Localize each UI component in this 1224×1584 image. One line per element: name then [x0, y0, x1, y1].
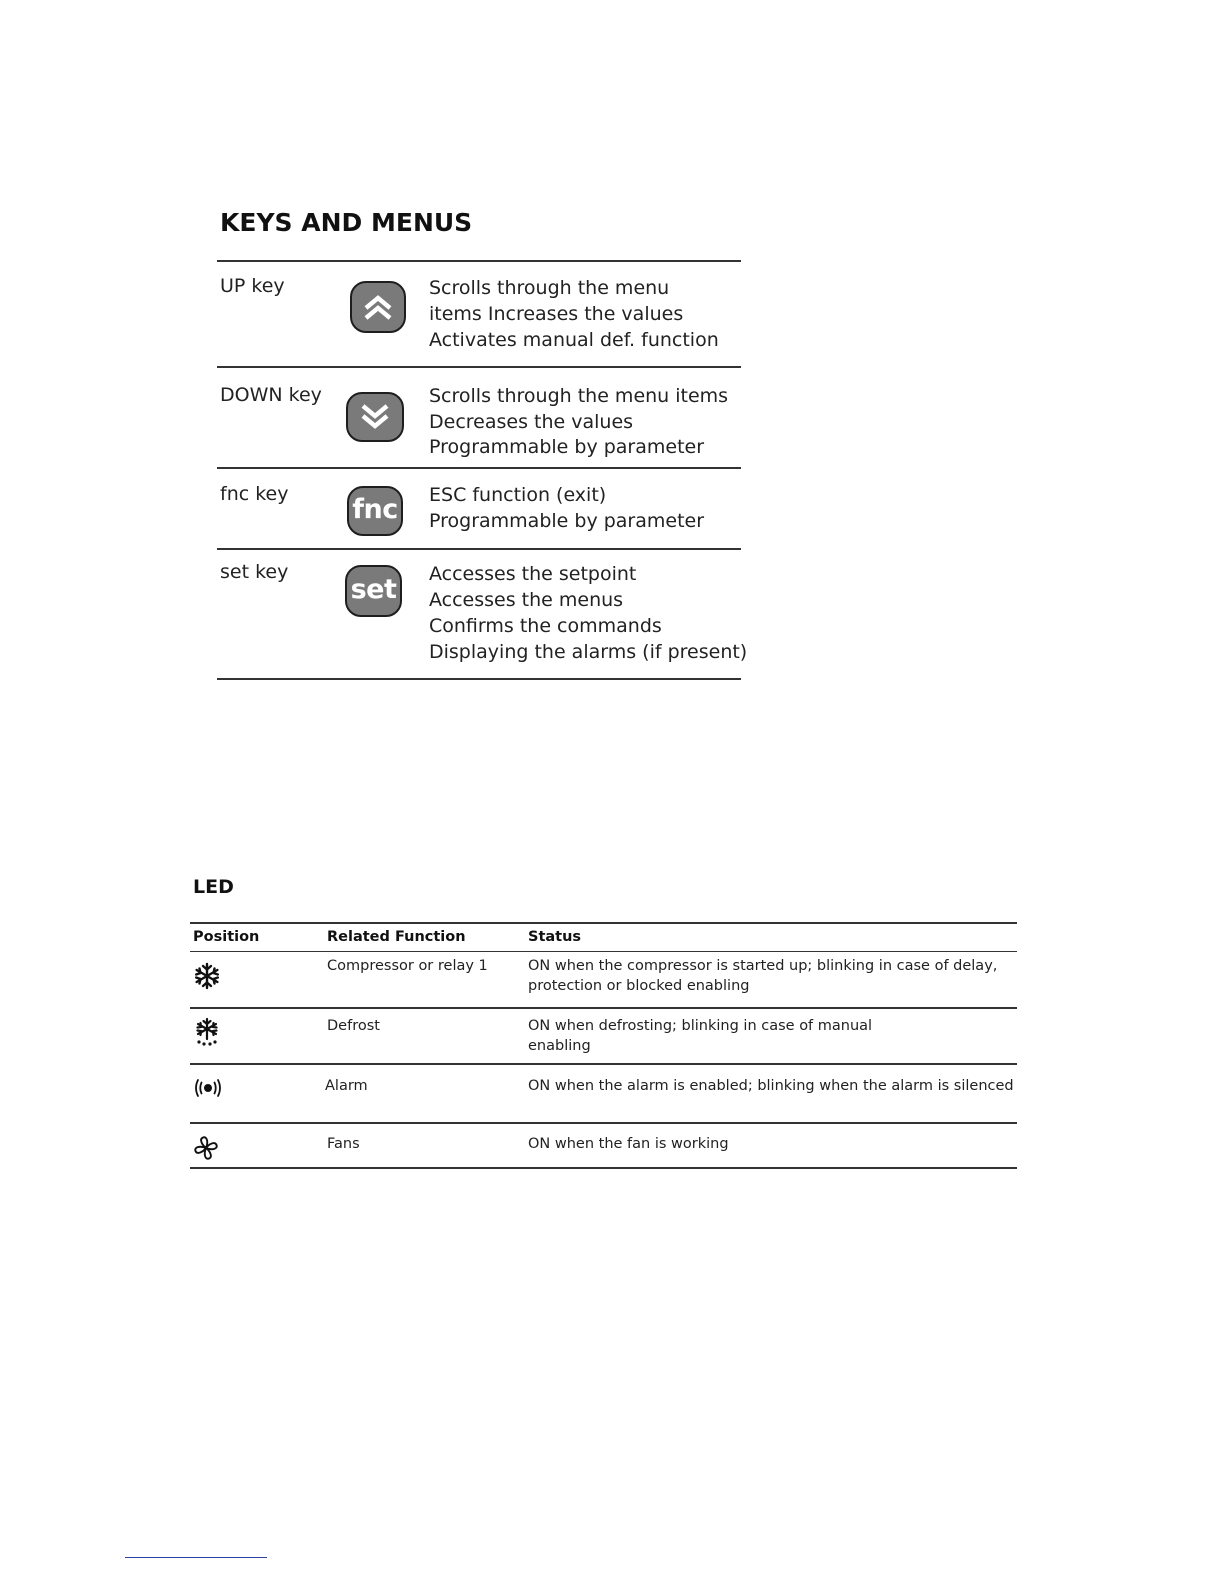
- description-line: Accesses the menus: [429, 589, 624, 611]
- header-status: Status: [528, 929, 582, 945]
- led-status: [528, 1076, 1014, 1096]
- up-key-button[interactable]: [350, 281, 406, 333]
- led-table-header: [190, 924, 1017, 952]
- chevron-down-icon: [358, 402, 392, 432]
- down-key-button[interactable]: [346, 392, 404, 442]
- description-line: Programmable by parameter: [429, 509, 705, 532]
- description-line: Scrolls through the menu: [429, 277, 670, 299]
- led-function: Compressor or relay 1: [327, 958, 488, 974]
- description-line: items Increases the values: [429, 303, 684, 325]
- led-function: Fans: [327, 1136, 360, 1152]
- key-description: [429, 483, 704, 534]
- set-key-button[interactable]: [345, 565, 402, 617]
- key-name: UP key: [220, 275, 285, 297]
- description-line: Scrolls through the menu items: [429, 385, 729, 407]
- key-row-up: [217, 262, 741, 368]
- status-line: ON when the compressor is started up; blinking in case of delay,: [528, 958, 998, 974]
- defrost-icon: [193, 1017, 221, 1047]
- key-row-down: [217, 368, 741, 469]
- key-description: [429, 561, 747, 665]
- led-table: [190, 922, 1017, 1169]
- keys-table: [217, 260, 748, 680]
- led-row-alarm: [190, 1065, 1017, 1124]
- key-name: DOWN key: [220, 384, 322, 406]
- footnote-separator: [125, 1557, 267, 1558]
- description-line: Decreases the values: [429, 410, 634, 433]
- keys-and-menus-title: KEYS AND MENUS: [220, 208, 473, 237]
- key-row-set: [217, 550, 748, 680]
- alarm-icon: [193, 1077, 223, 1099]
- description-line: Confirms the commands: [429, 615, 662, 637]
- led-title: LED: [193, 876, 234, 898]
- led-status: [528, 1134, 729, 1154]
- description-line: ESC function (exit): [429, 484, 607, 506]
- description-line: Accesses the setpoint: [429, 563, 637, 585]
- led-row-defrost: [190, 1009, 1017, 1065]
- status-line: ON when defrosting; blinking in case of manual: [528, 1018, 873, 1034]
- fnc-key-button[interactable]: [347, 486, 403, 536]
- snowflake-icon: [193, 962, 221, 990]
- led-function: Alarm: [325, 1078, 368, 1094]
- led-status: [528, 956, 997, 996]
- status-line: protection or blocked enabling: [528, 978, 750, 994]
- description-line: Activates manual def. function: [429, 329, 719, 351]
- fan-icon: [193, 1135, 219, 1161]
- header-related-function: Related Function: [327, 929, 466, 945]
- chevron-up-icon: [361, 292, 395, 322]
- key-name: set key: [220, 561, 289, 583]
- key-row-fnc: [217, 469, 741, 550]
- description-line: Displaying the alarms (if present): [429, 641, 748, 663]
- led-row-fans: [190, 1124, 1017, 1169]
- key-description: [429, 384, 728, 461]
- description-line: Programmable by parameter: [429, 436, 705, 458]
- key-description: [429, 275, 719, 353]
- led-status: [528, 1016, 872, 1056]
- status-line: ON when the fan is working: [528, 1136, 729, 1152]
- key-name: fnc key: [220, 483, 289, 505]
- led-row-compressor: [190, 952, 1017, 1009]
- led-function: Defrost: [327, 1018, 380, 1034]
- fnc-key-label: fnc: [352, 494, 398, 525]
- status-line: ON when the alarm is enabled; blinking when the alarm is silenced: [528, 1078, 1014, 1094]
- header-position: Position: [193, 929, 260, 945]
- status-line: enabling: [528, 1038, 591, 1054]
- set-key-label: set: [350, 574, 397, 605]
